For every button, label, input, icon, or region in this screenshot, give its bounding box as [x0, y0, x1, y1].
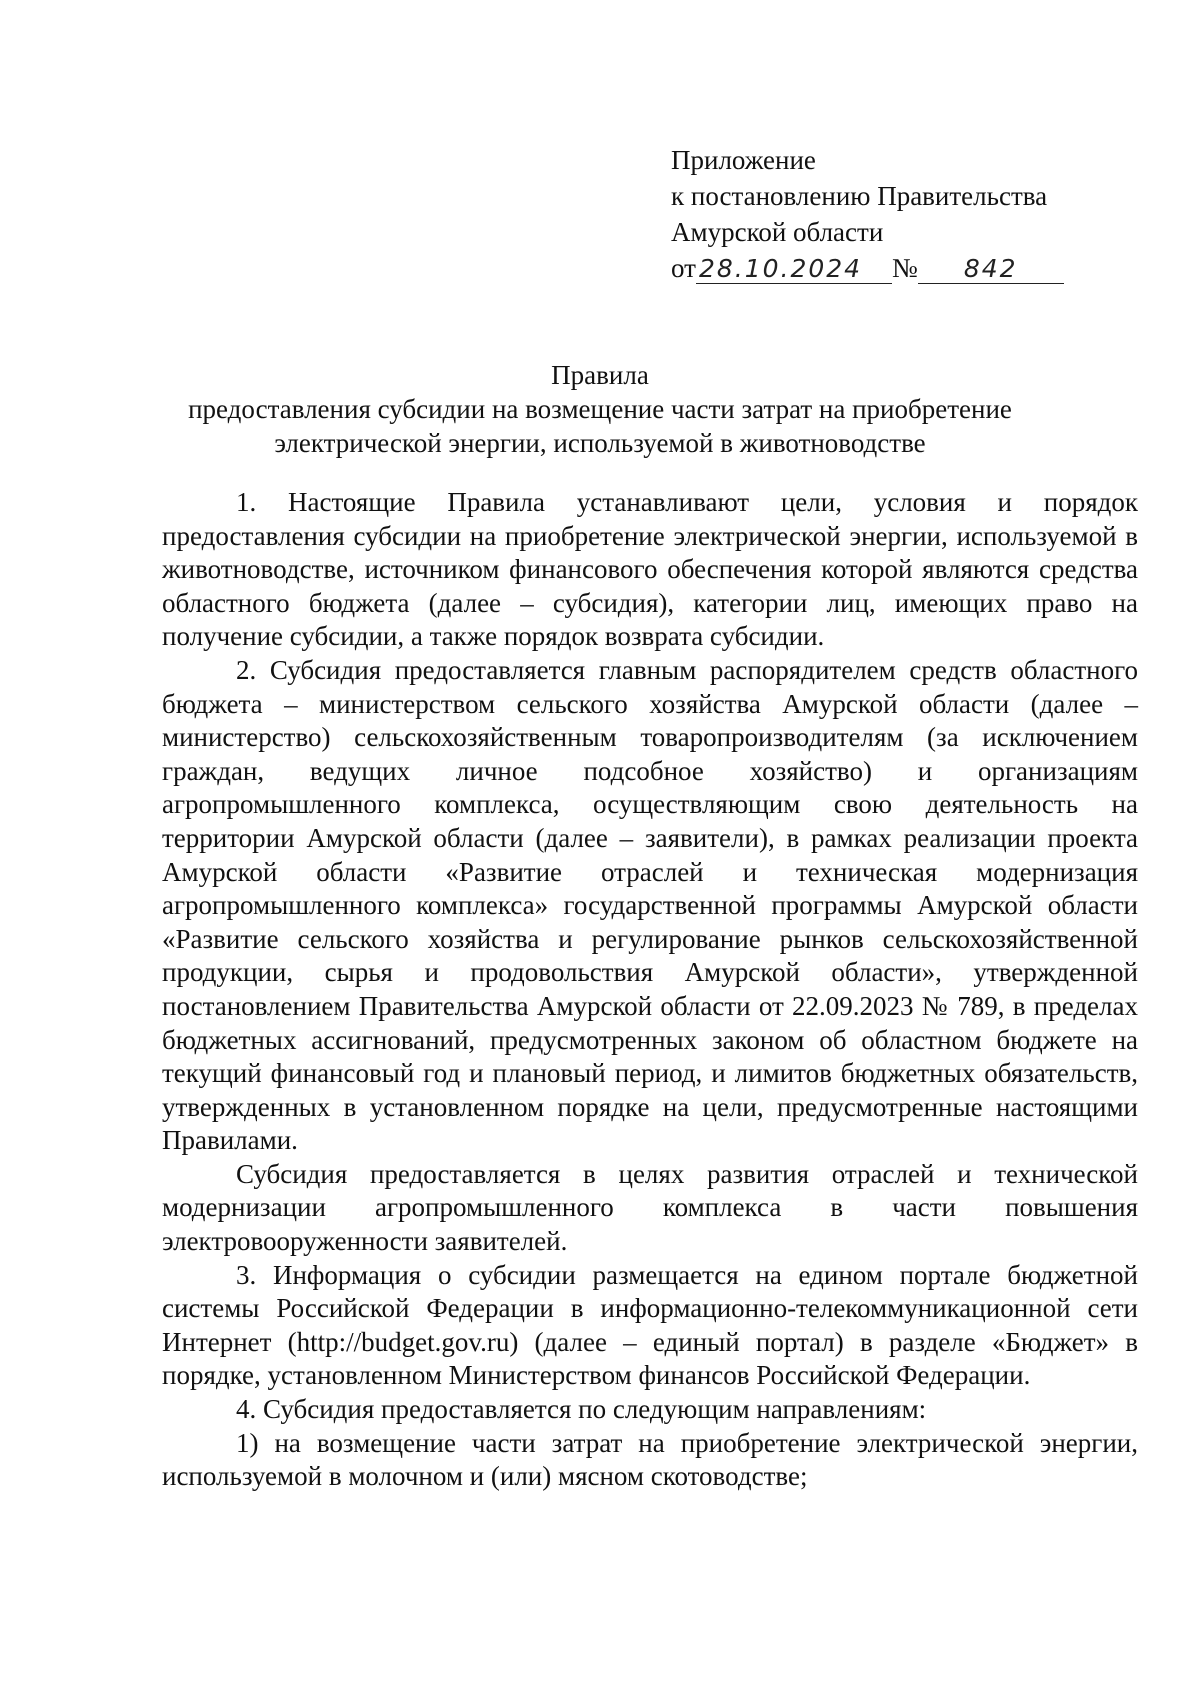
paragraph-2: 2. Субсидия предоставляется главным распорядителем средств областного бюджета – министерством сельского хозяйства Амурской области (далее – министерство) сельскохозяйственным товаропроизводителям (за исключением граждан, ведущих личное подсобное хозяйство) и организациям агропромышленного комплекса, осуществляющим свою деятельность на территории Амурской области (далее – заявители), в рамках реализации проекта Амурской области «Развитие отраслей и техническая модернизация агропромышленного комплекса» государственной программы Амурской области «Развитие сельского хозяйства и регулирование рынков сельскохозяйственной продукции, сырья и продовольствия Амурской области», утвержденной постановлением Правительства Амурской области от 22.09.2023 № 789, в пределах бюджетных ассигнований, предусмотренных законом об областном бюджете на текущий финансовый год и плановый период, и лимитов бюджетных обязательств, утвержденных в установленном порядке на цели, предусмотренные настоящими Правилами. — [162, 654, 1138, 1156]
number-prefix: № — [891, 253, 918, 283]
appendix-region: Амурской области — [671, 217, 884, 247]
title-subtitle-line1: предоставления субсидии на возмещение части затрат на приобретение — [188, 394, 1012, 424]
appendix-resolution: к постановлению Правительства — [671, 181, 1048, 211]
paragraph-1: 1. Настоящие Правила устанавливают цели, условия и порядок предоставления субсидии на приобретение электрической энергии, используемой в животноводстве, источником финансового обеспечения которой являются средства областного бюджета (далее – субсидия), категории лиц, имеющих право на получение субсидии, а также порядок возврата субсидии. — [162, 487, 1138, 652]
appendix-date-number — [671, 250, 1064, 286]
paragraph-3: 3. Информация о субсидии размещается на едином портале бюджетной системы Российской Федерации в информационно-телекоммуникационной сети Интернет (http://budget.gov.ru) (далее – единый портал) в разделе «Бюджет» в порядке, установленном Министерством финансов Российской Федерации. — [162, 1259, 1138, 1391]
document-body — [162, 486, 1138, 1494]
paragraph-4-item-1: 1) на возмещение части затрат на приобретение электрической энергии, используемой в молочном и (или) мясном скотоводстве; — [162, 1427, 1138, 1492]
document-title — [160, 358, 1040, 460]
paragraph-4: 4. Субсидия предоставляется по следующим направлениям: — [236, 1394, 927, 1425]
handwritten-date: 28.10.2024 — [696, 255, 892, 284]
paragraph-2-purpose: Субсидия предоставляется в целях развития отраслей и технической модернизации агропромышленного комплекса в части повышения электровооруженности заявителей. — [162, 1158, 1138, 1257]
title-subtitle-line2: электрической энергии, используемой в животноводстве — [274, 428, 926, 458]
appendix-header — [671, 142, 1064, 286]
date-prefix: от — [671, 253, 696, 283]
handwritten-number: 842 — [918, 255, 1064, 284]
appendix-label: Приложение — [671, 145, 816, 175]
title-main: Правила — [551, 360, 649, 390]
